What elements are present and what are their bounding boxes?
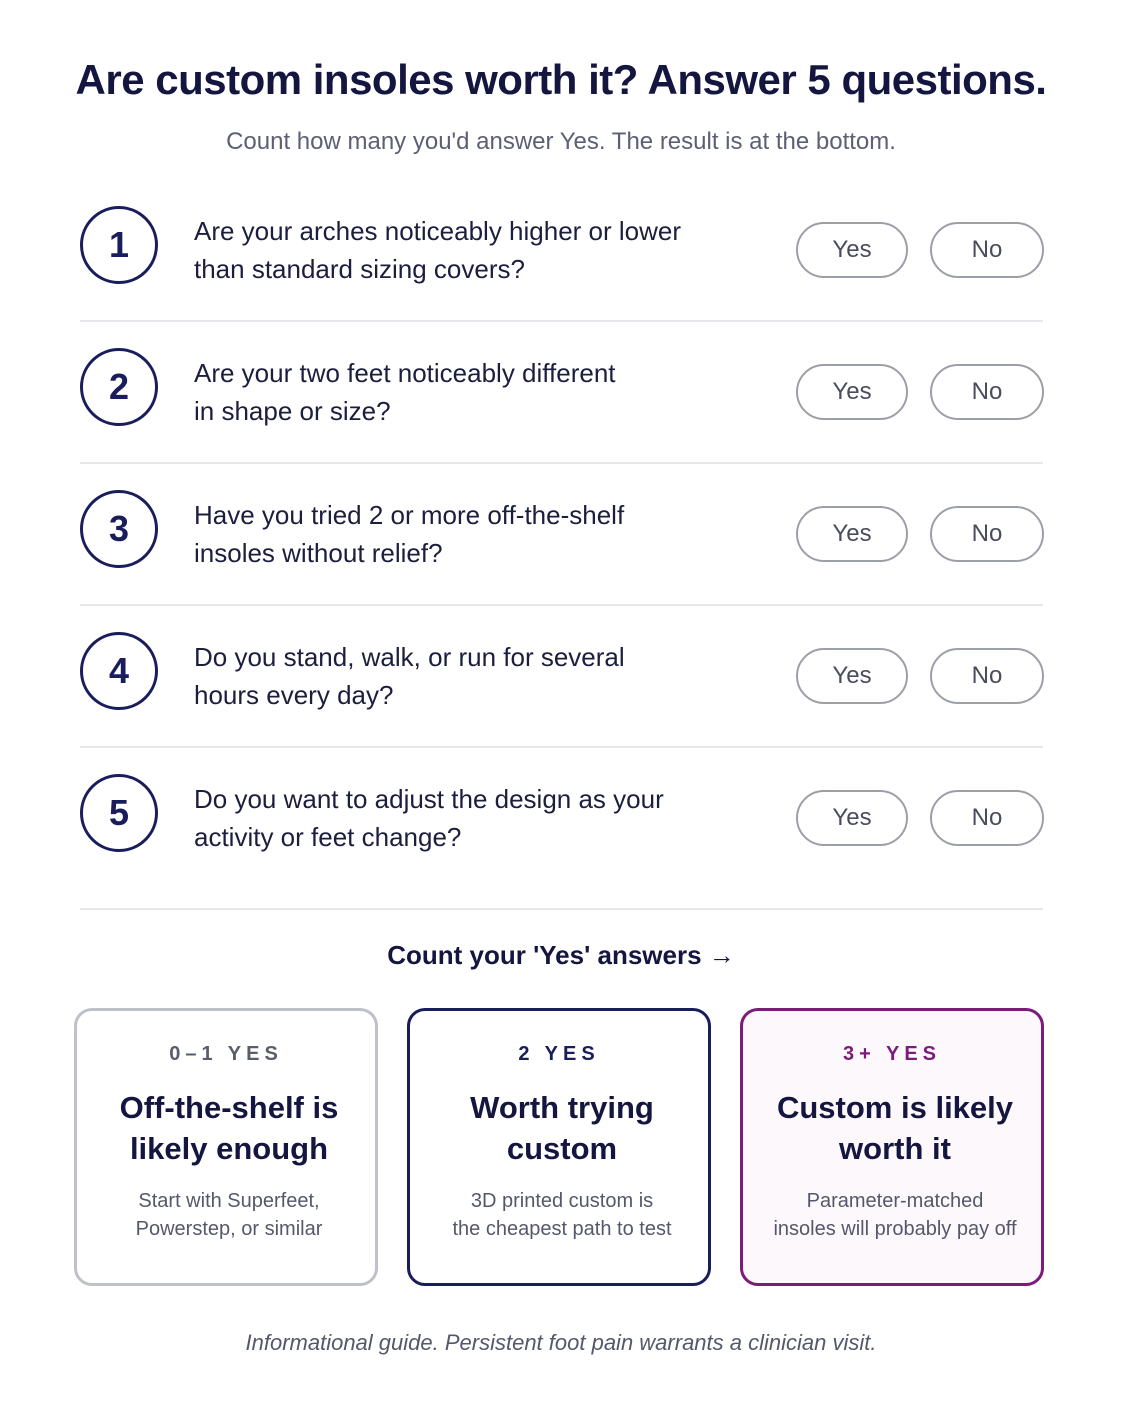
question-text <box>194 780 724 856</box>
question-text-line: hours every day? <box>194 680 394 710</box>
yes-button[interactable]: Yes <box>796 648 908 704</box>
result-description-line: Parameter-matched <box>806 1190 984 1212</box>
result-heading-line: Custom is likely <box>776 1090 1014 1125</box>
count-yes-label: Count your 'Yes' answers → <box>387 940 735 970</box>
question-text-line: than standard sizing covers? <box>194 254 525 284</box>
question-number-badge: 1 <box>80 206 158 284</box>
result-description <box>759 1187 1031 1243</box>
no-button[interactable]: No <box>930 506 1044 562</box>
question-text-line: Are your two feet noticeably different <box>194 358 616 388</box>
question-text-line: Have you tried 2 or more off-the-shelf <box>194 500 625 530</box>
question-text <box>194 354 724 430</box>
question-number-badge: 2 <box>80 348 158 426</box>
result-heading-line: custom <box>506 1131 618 1166</box>
result-heading-line: Worth trying <box>470 1090 654 1125</box>
yes-button[interactable]: Yes <box>796 222 908 278</box>
result-tag: 2 YES <box>518 1043 600 1065</box>
question-row-1 <box>80 180 1043 322</box>
question-number-badge: 4 <box>80 632 158 710</box>
result-heading <box>755 1087 1035 1169</box>
question-text <box>194 212 724 288</box>
yes-button[interactable]: Yes <box>796 790 908 846</box>
question-row-4 <box>80 606 1043 748</box>
question-row-2 <box>80 322 1043 464</box>
disclaimer-footer: Informational guide. Persistent foot pain warrants a clinician visit. <box>245 1330 877 1355</box>
page-title: Are custom insoles worth it? Answer 5 questions. <box>75 56 1047 103</box>
result-heading <box>422 1087 702 1169</box>
result-description <box>93 1187 365 1243</box>
question-text <box>194 638 724 714</box>
result-description-line: Start with Superfeet, <box>138 1190 320 1212</box>
question-text-line: Are your arches noticeably higher or lower <box>194 216 682 246</box>
result-description-line: insoles will probably pay off <box>773 1218 1017 1240</box>
result-description-line: Powerstep, or similar <box>135 1218 323 1240</box>
question-text-line: Do you want to adjust the design as your <box>194 784 664 814</box>
result-card-2-yes <box>407 1008 711 1286</box>
result-heading-line: worth it <box>839 1131 951 1166</box>
no-button[interactable]: No <box>930 648 1044 704</box>
yes-button[interactable]: Yes <box>796 506 908 562</box>
result-heading-line: Off-the-shelf is <box>119 1090 339 1125</box>
no-button[interactable]: No <box>930 222 1044 278</box>
result-tag: 0–1 YES <box>169 1043 283 1065</box>
question-number-badge: 5 <box>80 774 158 852</box>
result-tag: 3+ YES <box>842 1043 942 1065</box>
result-description <box>426 1187 698 1243</box>
no-button[interactable]: No <box>930 790 1044 846</box>
question-row-3 <box>80 464 1043 606</box>
no-button[interactable]: No <box>930 364 1044 420</box>
result-description-line: 3D printed custom is <box>470 1190 654 1212</box>
question-text-line: insoles without relief? <box>194 538 443 568</box>
question-number-badge: 3 <box>80 490 158 568</box>
question-list <box>80 180 1043 910</box>
result-heading-line: likely enough <box>129 1131 329 1166</box>
result-description-line: the cheapest path to test <box>452 1218 672 1240</box>
question-text-line: Do you stand, walk, or run for several <box>194 642 625 672</box>
yes-button[interactable]: Yes <box>796 364 908 420</box>
question-text <box>194 496 724 572</box>
result-card-3-plus-yes <box>740 1008 1044 1286</box>
page-subtitle: Count how many you'd answer Yes. The result is at the bottom. <box>226 128 896 155</box>
result-card-0-1-yes <box>74 1008 378 1286</box>
result-heading <box>89 1087 369 1169</box>
question-text-line: in shape or size? <box>194 396 391 426</box>
question-row-5 <box>80 748 1043 910</box>
question-text-line: activity or feet change? <box>194 822 462 852</box>
